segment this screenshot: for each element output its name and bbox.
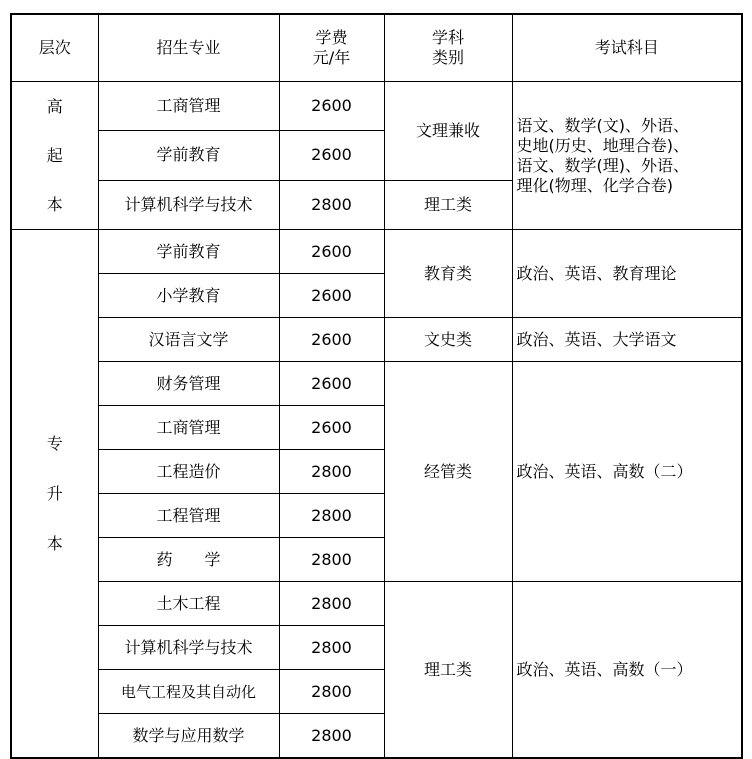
major-cell: 财务管理	[98, 362, 279, 406]
major-cell: 药 学	[98, 538, 279, 582]
fee-cell: 2800	[279, 714, 384, 759]
major-cell: 数学与应用数学	[98, 714, 279, 759]
fee-cell: 2800	[279, 494, 384, 538]
fee-cell: 2800	[279, 670, 384, 714]
major-cell: 学前教育	[98, 230, 279, 274]
header-cat-line2: 类别	[431, 48, 464, 67]
fee-cell: 2600	[279, 82, 384, 131]
header-major: 招生专业	[98, 14, 279, 82]
header-fee	[279, 14, 384, 82]
fee-cell: 2600	[279, 131, 384, 180]
admission-table	[10, 13, 743, 759]
major-cell: 小学教育	[98, 274, 279, 318]
major-cell: 工程造价	[98, 450, 279, 494]
level-cell	[11, 82, 98, 230]
category-cell: 理工类	[384, 582, 512, 759]
fee-cell: 2800	[279, 538, 384, 582]
header-level: 层次	[11, 14, 98, 82]
table-row	[11, 362, 742, 406]
major-cell: 计算机科学与技术	[98, 626, 279, 670]
major-cell: 学前教育	[98, 131, 279, 180]
exam-line: 语文、数学(文)、外语、	[516, 115, 689, 135]
fee-cell: 2600	[279, 362, 384, 406]
fee-cell: 2800	[279, 582, 384, 626]
exam-cell: 政治、英语、教育理论	[512, 230, 742, 318]
level-char: 高	[46, 97, 63, 116]
fee-cell: 2600	[279, 274, 384, 318]
table-row	[11, 230, 742, 274]
level-char: 升	[46, 483, 63, 503]
table-row	[11, 582, 742, 626]
category-cell: 教育类	[384, 230, 512, 318]
category-cell: 经管类	[384, 362, 512, 582]
header-category	[384, 14, 512, 82]
level-char: 本	[46, 533, 63, 553]
major-cell: 土木工程	[98, 582, 279, 626]
table-row	[11, 82, 742, 131]
category-cell: 理工类	[384, 180, 512, 229]
exam-line: 语文、数学(理)、外语、	[516, 155, 689, 175]
fee-cell: 2600	[279, 318, 384, 362]
category-cell: 文理兼收	[384, 82, 512, 181]
level-char: 专	[46, 433, 63, 453]
fee-cell: 2800	[279, 180, 384, 229]
exam-cell: 政治、英语、大学语文	[512, 318, 742, 362]
exam-cell	[512, 82, 742, 230]
exam-line: 理化(物理、化学合卷)	[516, 175, 673, 195]
major-cell: 工商管理	[98, 406, 279, 450]
major-cell: 电气工程及其自动化	[98, 670, 279, 714]
major-cell: 计算机科学与技术	[98, 180, 279, 229]
level-cell	[11, 230, 98, 759]
fee-cell: 2600	[279, 230, 384, 274]
level-char: 起	[46, 146, 63, 165]
header-exam: 考试科目	[512, 14, 742, 82]
fee-cell: 2600	[279, 406, 384, 450]
fee-cell: 2800	[279, 626, 384, 670]
header-row	[11, 14, 742, 82]
exam-cell: 政治、英语、高数（一）	[512, 582, 742, 759]
category-cell: 文史类	[384, 318, 512, 362]
major-cell: 汉语言文学	[98, 318, 279, 362]
major-cell: 工商管理	[98, 82, 279, 131]
table-row	[11, 318, 742, 362]
header-cat-line1: 学科	[431, 28, 464, 47]
exam-line: 史地(历史、地理合卷)、	[516, 135, 689, 155]
major-cell: 工程管理	[98, 494, 279, 538]
header-fee-line1: 学费	[315, 28, 348, 47]
exam-cell: 政治、英语、高数（二）	[512, 362, 742, 582]
header-fee-line2: 元/年	[312, 48, 351, 67]
fee-cell: 2800	[279, 450, 384, 494]
level-char: 本	[46, 195, 63, 214]
